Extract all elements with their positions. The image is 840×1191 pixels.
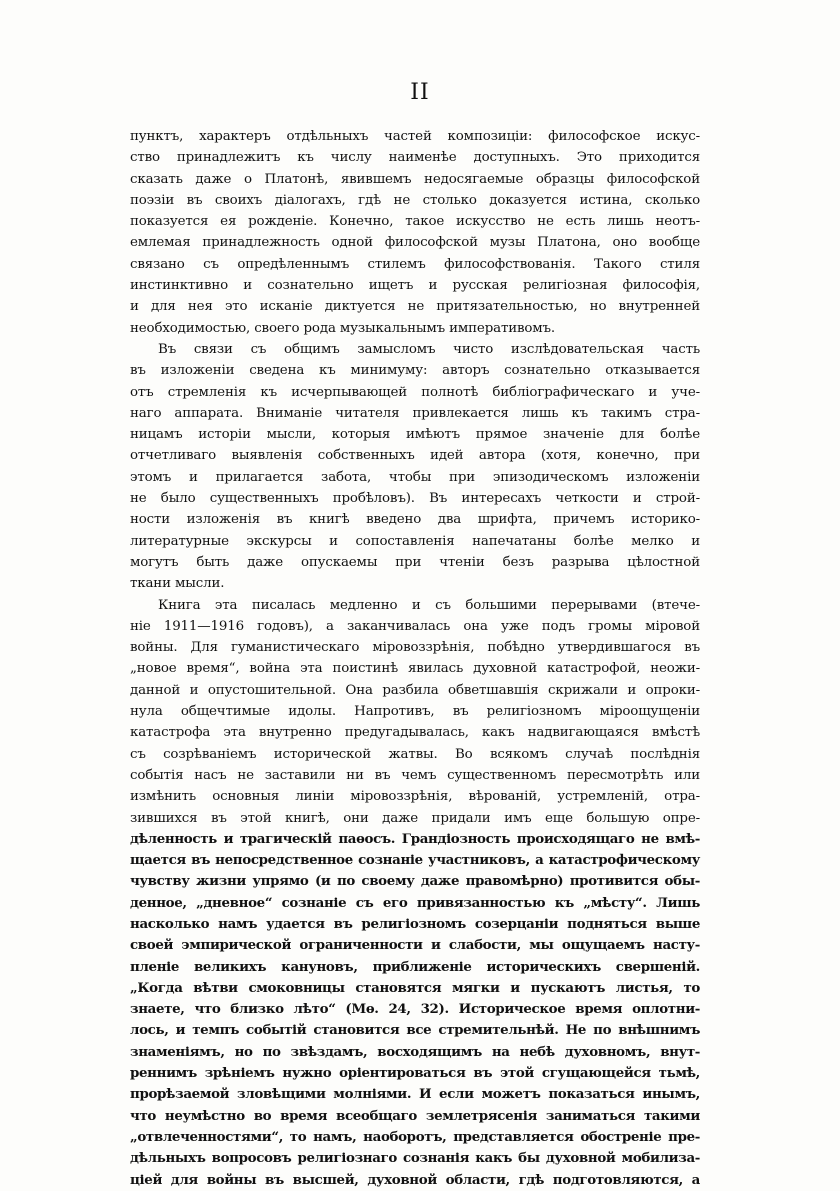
text-line-bold: чувству жизни упрямо (и по своему даже правомѣрно) противится обы- bbox=[130, 873, 700, 890]
text-line: въ изложеніи сведена къ минимуму: авторъ сознательно отказывается bbox=[130, 363, 700, 379]
text-line: необходимостью, своего рода музыкальнымъ императивомъ. bbox=[130, 320, 556, 336]
text-line-bold: дѣльныхъ вопросовъ религіознаго сознанія какъ бы духовной мобилиза- bbox=[130, 1150, 700, 1167]
text-line: сказать даже о Платонѣ, явившемъ недосягаемые образцы философской bbox=[130, 171, 700, 187]
text-line: зившихся въ этой книгѣ, они даже придали имъ еще большую опре- bbox=[130, 810, 700, 826]
text-line: и для нея это исканіе диктуется не притязательностью, но внутренней bbox=[130, 299, 700, 315]
text-line-bold: знаменіямъ, но по звѣздамъ, восходящимъ на небѣ духовномъ, внут- bbox=[130, 1043, 700, 1060]
text-line-bold: что неумѣстно во время всеобщаго землетрясенія заниматься такими bbox=[130, 1107, 700, 1124]
text-line: поэзіи въ своихъ діалогахъ, гдѣ не столько доказуется истина, сколько bbox=[130, 192, 700, 208]
text-line: ности изложенія въ книгѣ введено два шрифта, причемъ историко- bbox=[130, 512, 700, 528]
text-line: могутъ быть даже опускаемы при чтеніи безъ разрыва цѣлостной bbox=[130, 554, 700, 570]
text-line: отъ стремленія къ исчерпывающей полнотѣ библіографическаго и уче- bbox=[130, 384, 700, 400]
text-line-bold: дѣленность и трагическій паѳосъ. Грандіозность происходящаго не вмѣ- bbox=[130, 830, 700, 847]
text-line-bold: „отвлеченностями“, то намъ, наоборотъ, представляется обостреніе пре- bbox=[130, 1128, 700, 1145]
text-line: ницамъ исторіи мысли, которыя имѣютъ прямое значеніе для болѣе bbox=[130, 427, 700, 443]
text-line: литературные экскурсы и сопоставленія напечатаны болѣе мелко и bbox=[130, 533, 700, 549]
text-line-bold: насколько намъ удается въ религіозномъ созерцаніи подняться выше bbox=[130, 915, 700, 932]
body-text bbox=[130, 126, 700, 1191]
text-line: этомъ и прилагается забота, чтобы при эпизодическомъ изложеніи bbox=[130, 469, 700, 485]
text-line: нула общечтимые идолы. Напротивъ, въ религіозномъ міроощущеніи bbox=[130, 704, 700, 720]
text-line: ніе 1911—1916 годовъ), а заканчивалась она уже подъ громы міровой bbox=[130, 618, 700, 634]
text-line-bold: прорѣзаемой зловѣщими молніями. И если можетъ показаться инымъ, bbox=[130, 1086, 700, 1103]
text-line: измѣнить основныя линіи міровоззрѣнія, вѣрованій, устремленій, отра- bbox=[130, 789, 700, 805]
text-line-bold: щается въ непосредственное сознаніе участниковъ, а катастрофическому bbox=[130, 852, 700, 869]
text-line-bold: знаете, что близко лѣто“ (Мѳ. 24, 32). Историческое время оплотни- bbox=[130, 1001, 700, 1018]
text-line: катастрофа эта внутренно предугадывалась, какъ надвигающаяся вмѣстѣ bbox=[130, 725, 700, 741]
text-line: событія насъ не заставили ни въ чемъ существенномъ пересмотрѣть или bbox=[130, 767, 700, 783]
text-line: „новое время“, война эта поистинѣ явилась духовной катастрофой, неожи- bbox=[130, 661, 700, 677]
text-line: наго аппарата. Вниманіе читателя привлекается лишь къ такимъ стра- bbox=[130, 405, 700, 421]
text-line-bold: своей эмпирической ограниченности и слабости, мы ощущаемъ насту- bbox=[130, 937, 700, 954]
text-line-bold: ціей для войны въ высшей, духовной области, гдѣ подготовляются, а bbox=[130, 1171, 700, 1188]
text-line: пунктъ, характеръ отдѣльныхъ частей композиціи: философское искус- bbox=[130, 129, 700, 144]
text-line-bold: реннимъ зрѣніемъ нужно оріентироваться въ этой сгущающейся тьмѣ, bbox=[130, 1065, 700, 1082]
text-line: ткани мысли. bbox=[130, 576, 225, 592]
text-line: отчетливаго выявленія собственныхъ идей автора (хотя, конечно, при bbox=[130, 448, 700, 464]
text-line-bold: лось, и темпъ событій становится все стремительнѣй. Не по внѣшнимъ bbox=[130, 1022, 700, 1039]
text-line: показуется ея рожденіе. Конечно, такое искусство не есть лишь неотъ- bbox=[130, 214, 700, 230]
text-line-bold: денное, „дневное“ сознаніе съ его привязанностью къ „мѣсту“. Лишь bbox=[130, 894, 700, 911]
text-line: войны. Для гуманистическаго міровоззрѣнія, побѣдно утвердившагося въ bbox=[130, 640, 700, 656]
text-line-bold: „Когда вѣтви смоковницы становятся мягки и пускаютъ листья, то bbox=[130, 979, 700, 996]
page-number: II bbox=[410, 80, 430, 105]
text-line: ство принадлежитъ къ числу наименѣе доступныхъ. Это приходится bbox=[130, 150, 700, 166]
text-line: не было существенныхъ пробѣловъ). Въ интересахъ четкости и строй- bbox=[130, 491, 700, 507]
paragraph-first-line: Въ связи съ общимъ замысломъ чисто изслѣдовательская часть bbox=[158, 341, 700, 357]
text-line: инстинктивно и сознательно ищетъ и русская религіозная философія, bbox=[130, 278, 700, 294]
text-line-bold: пленіе великихъ кануновъ, приближеніе историческихъ свершеній. bbox=[130, 958, 700, 975]
text-line: съ созрѣваніемъ исторической жатвы. Во всякомъ случаѣ послѣднія bbox=[130, 746, 700, 762]
paragraph-first-line: Книга эта писалась медленно и съ большими перерывами (втече- bbox=[158, 597, 700, 613]
text-line: данной и опустошительной. Она разбила обветшавшія скрижали и опроки- bbox=[130, 682, 700, 698]
text-line: емлемая принадлежность одной философской музы Платона, оно вообще bbox=[130, 235, 700, 251]
text-line: связано съ опредѣленнымъ стилемъ философствованія. Такого стиля bbox=[130, 256, 700, 272]
